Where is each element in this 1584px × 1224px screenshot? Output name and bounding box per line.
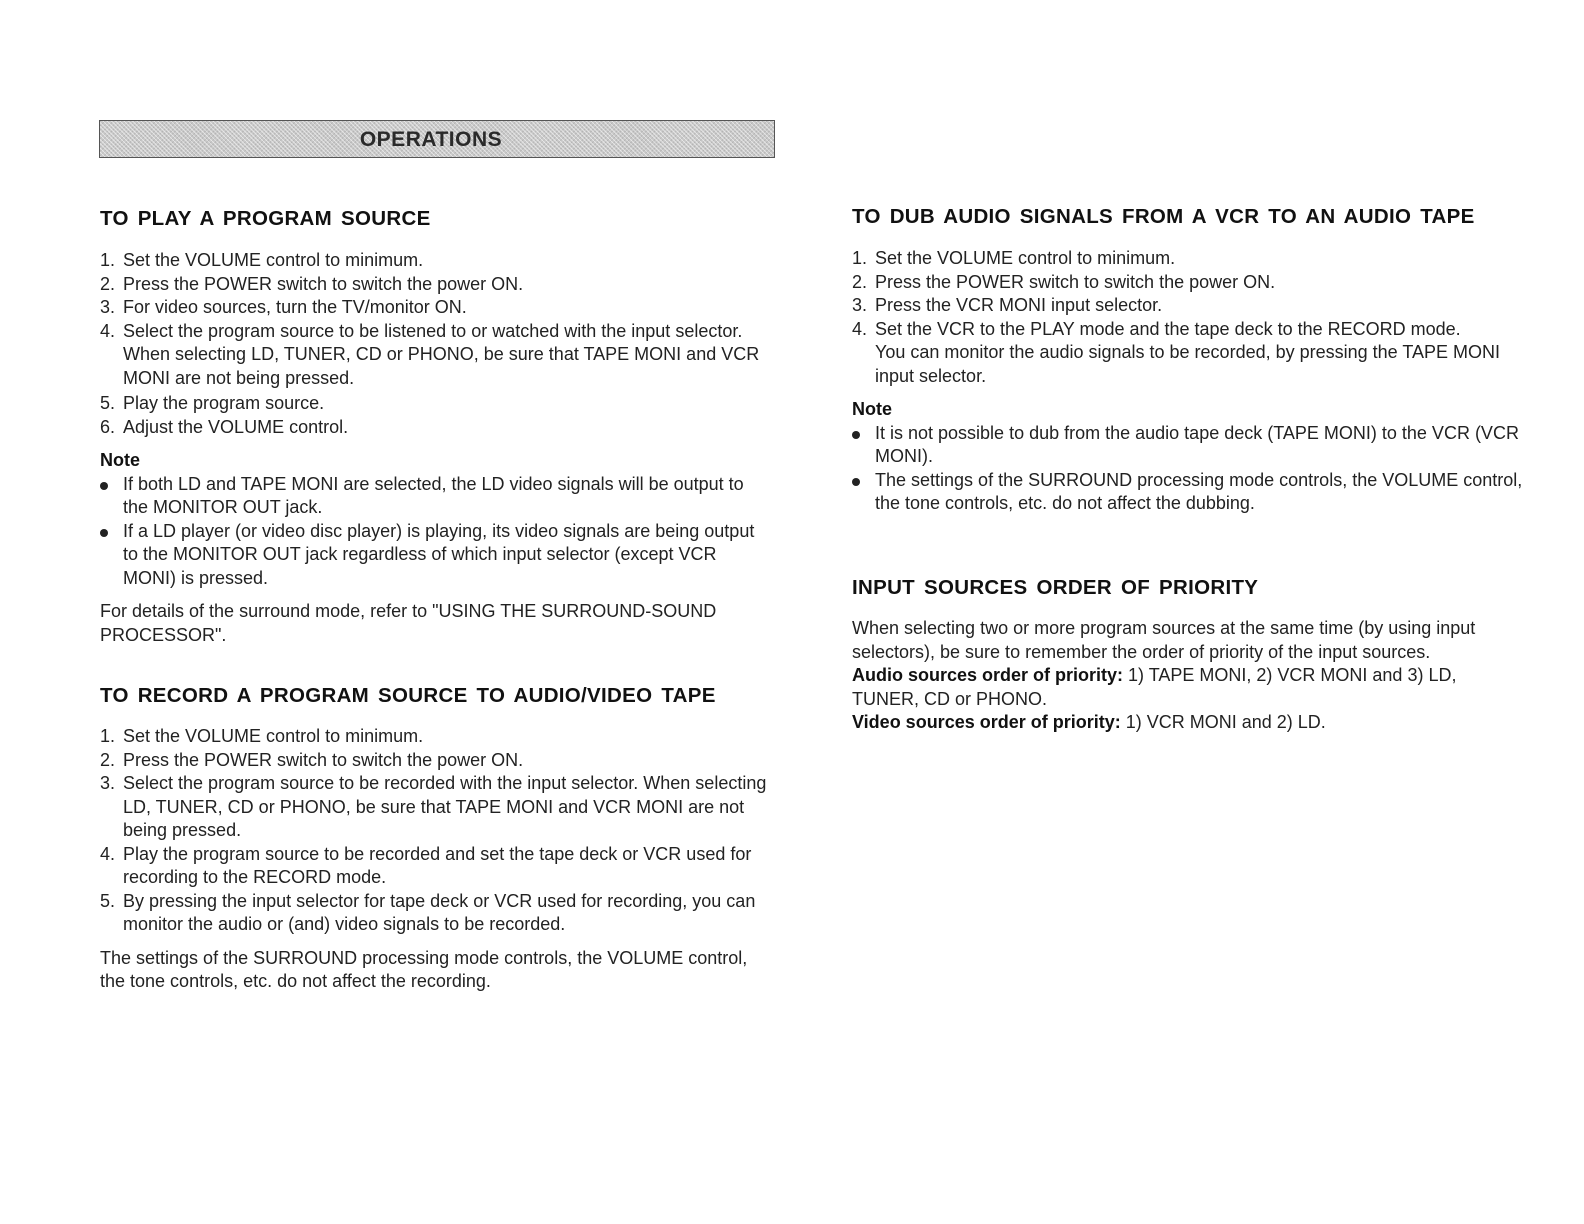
bullet-icon [852,478,860,486]
play-step-3: 3. For video sources, turn the TV/monitor ON. [100,297,467,317]
record-steps [100,725,768,937]
dub-steps [852,247,1532,388]
dub-note-label: Note [852,399,892,419]
record-step-2: 2. Press the POWER switch to switch the power ON. [100,749,524,770]
priority-audio-label: Audio sources order of priority: [852,665,1124,685]
dub-note-1: It is not possible to dub from the audio tape deck (TAPE MONI) to the VCR (VCR MONI). [852,422,1532,469]
priority-audio-text: 1) TAPE MONI, 2) VCR MONI and 3) LD, TUNER, CD or PHONO. [852,665,1457,709]
bullet-icon [100,482,108,490]
dub-step-1: 1. Set the VOLUME control to minimum. [852,248,1176,268]
play-note-2: If a LD player (or video disc player) is playing, its video signals are being output to the MONITOR OUT jack regardless of which input selector (except VCR MONI) is pressed. [100,520,768,591]
dub-notes [852,422,1532,516]
dub-step-4-extra: You can monitor the audio signals to be recorded, by pressing the TAPE MONI input selector. [875,342,1501,386]
play-heading: TO PLAY A PROGRAM SOURCE [100,207,431,230]
priority-section [852,575,1524,735]
play-step-6: 6. Adjust the VOLUME control. [100,416,349,437]
play-notes [100,473,768,591]
play-step-2: 2. Press the POWER switch to switch the power ON. [100,273,524,294]
bullet-icon [100,529,108,537]
record-footer: The settings of the SURROUND processing mode controls, the VOLUME control, the tone controls, etc. do not affect the recording. [100,947,748,991]
dub-heading: TO DUB AUDIO SIGNALS FROM A VCR TO AN AUDIO TAPE [852,205,1475,228]
dub-step-4: 4. Set the VCR to the PLAY mode and the tape deck to the RECORD mode. You can monitor the audio signals to be recorded, by pressing the TAPE MONI input selector. [852,318,1532,389]
record-heading: TO RECORD A PROGRAM SOURCE TO AUDIO/VIDEO TAPE [100,684,716,707]
record-step-5: 5. By pressing the input selector for tape deck or VCR used for recording, you can monitor the audio or (and) video signals to be recorded. [100,890,756,934]
operations-banner [99,120,775,158]
dub-step-2: 2. Press the POWER switch to switch the power ON. [852,271,1276,292]
play-note-1: If both LD and TAPE MONI are selected, the LD video signals will be output to the MONITOR OUT jack. [100,473,768,520]
record-section [100,683,768,994]
dub-step-3: 3. Press the VCR MONI input selector. [852,295,1163,315]
banner-title: OPERATIONS [359,128,503,151]
play-steps [100,249,768,439]
play-step-5: 5. Play the program source. [100,393,325,413]
record-step-1: 1. Set the VOLUME control to minimum. [100,726,424,746]
play-note-label: Note [100,450,140,470]
play-section [100,206,768,647]
priority-video-text: 1) VCR MONI and 2) LD. [1125,712,1326,732]
dub-note-2: The settings of the SURROUND processing mode controls, the VOLUME control, the tone controls, etc. do not affect the dubbing. [852,469,1532,516]
record-step-4: 4. Play the program source to be recorded and set the tape deck or VCR used for recording to the RECORD mode. [100,843,752,887]
priority-intro: When selecting two or more program sources at the same time (by using input selectors), be sure to remember the order of priority of the input sources. [852,618,1476,662]
priority-video [852,711,1524,735]
priority-video-label: Video sources order of priority: [852,712,1121,732]
bullet-icon [852,431,860,439]
priority-heading: INPUT SOURCES ORDER OF PRIORITY [852,576,1259,599]
play-footer: For details of the surround mode, refer to "USING THE SURROUND-SOUND PROCESSOR". [100,601,717,645]
record-step-3: 3. Select the program source to be recorded with the input selector. When selecting LD, TUNER, CD or PHONO, be sure that TAPE MONI and VCR MONI are not being pressed. [100,773,767,840]
play-step-4: 4. Select the program source to be listened to or watched with the input selector. When selecting LD, TUNER, CD or PHONO, be sure that TAPE MONI and VCR MONI are not being pressed. [100,320,760,388]
dub-section [852,204,1532,516]
play-step-1: 1. Set the VOLUME control to minimum. [100,250,424,270]
priority-audio [852,664,1524,711]
